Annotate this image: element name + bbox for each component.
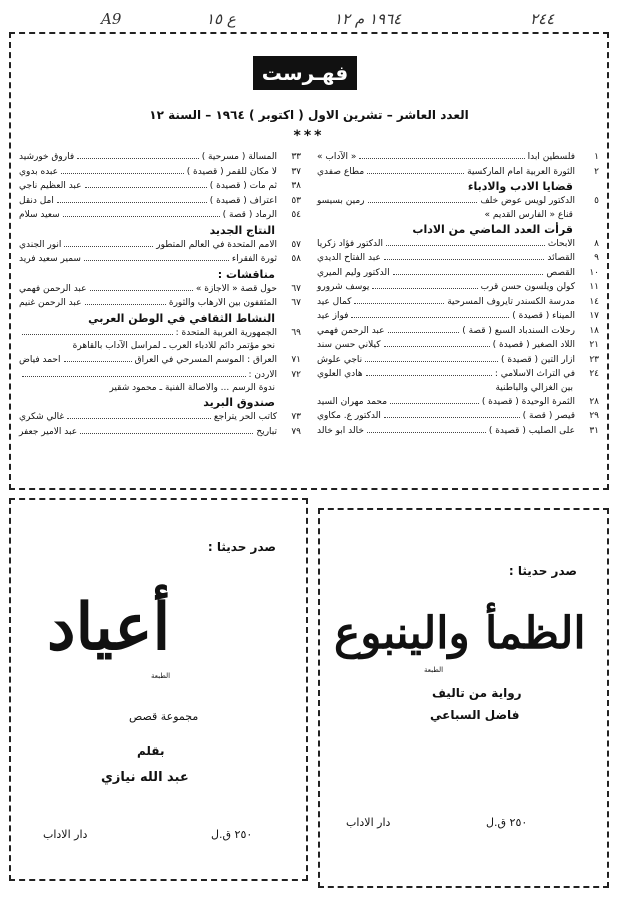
edition-tag: الطبعة: [151, 672, 171, 680]
page-number: ٦٩: [291, 327, 301, 338]
entry-author: محمد مهران السيد: [317, 396, 388, 407]
leader-dots: [367, 165, 464, 174]
advert-ayad: [9, 498, 308, 881]
page-number: ٢٤: [589, 369, 599, 379]
handwritten-note-b: ع ١٥: [206, 10, 236, 28]
toc-column-left: [19, 150, 301, 439]
leader-dots: [90, 282, 193, 291]
leader-dots: [384, 409, 520, 418]
entry-author: الدكتور ع. مكاوي: [317, 411, 381, 421]
toc-entry: [19, 410, 301, 425]
page-number: ٢٩: [589, 411, 599, 421]
page-number: ٣٣: [291, 152, 301, 162]
toc-entry: [19, 194, 301, 209]
toc-entry: [317, 150, 599, 165]
page-number: ٣١: [589, 425, 599, 436]
entry-author: عبد العظيم ناجي: [19, 181, 82, 191]
published-label: صدر حديثا :: [508, 564, 577, 578]
entry-author: كمال عيد: [317, 296, 352, 307]
entry-author: كيلاني حسن سند: [317, 340, 381, 350]
leader-dots: [384, 338, 490, 347]
toc-entry: [19, 326, 301, 341]
entry-title: الثورة العربية امام الماركسية: [467, 166, 575, 177]
entry-author: غالي شكري: [19, 412, 65, 422]
toc-entry: [317, 280, 599, 295]
entry-title: الابحاث: [547, 238, 575, 249]
page-number: ٥٣: [291, 195, 301, 206]
entry-subtitle: ندوة الرسم ... والاصالة الفنية ـ محمود شقير: [109, 383, 275, 393]
leader-dots: [63, 208, 220, 217]
toc-entry: [19, 353, 301, 368]
page-number: ٥٨: [291, 254, 301, 264]
page-number: ٧١: [291, 355, 301, 365]
publisher: دار الاداب: [346, 816, 391, 829]
published-label: صدر حديثا :: [207, 540, 276, 554]
entry-title: الميناء ( قصيدة ): [512, 311, 575, 321]
page-number: ٥٤: [291, 210, 301, 220]
entry-author: « الآداب »: [317, 152, 357, 162]
entry-subtitle: قناع « الفارس القديم »: [484, 209, 573, 220]
issue-line: العدد العاشر – تشرين الاول ( اكتوبر ) ١٩٦٤ – السنة ١٢: [149, 108, 469, 122]
page-number: ٣٧: [291, 166, 301, 177]
page-number: ١٠: [589, 267, 599, 278]
toc-entry: [317, 424, 599, 439]
page-number: ١١: [589, 282, 599, 292]
entry-author: انور الجندي: [19, 239, 62, 250]
entry-title: تباريح: [256, 426, 277, 437]
toc-entry: [19, 252, 301, 267]
entry-title: رحلات السندباد السبع ( قصة ): [462, 325, 575, 336]
leader-dots: [351, 309, 509, 318]
page-number: ١٤: [589, 296, 599, 307]
leader-dots: [384, 251, 545, 260]
entry-title: الدكتور لويس عوض خلف: [480, 196, 575, 206]
entry-author: عبد الفتاح الديدي: [317, 253, 381, 263]
page-number: ٧٢: [291, 369, 301, 380]
leader-dots: [366, 367, 492, 376]
toc-entry: [317, 409, 599, 424]
entry-title: كولن ويلسون حسن قرب: [480, 282, 575, 292]
price: ٢٥٠ ق.ل: [211, 828, 253, 841]
toc-entry: [317, 194, 599, 209]
entry-author: الدكتور فؤاد زكريا: [317, 238, 383, 249]
toc-entry: [317, 324, 599, 339]
leader-dots: [57, 194, 207, 203]
toc-entry: [317, 395, 599, 410]
toc-entry: [19, 425, 301, 440]
handwritten-note-d: ٢٤٤: [530, 10, 555, 28]
leader-dots: [84, 252, 229, 261]
entry-title: حول قصة « الاجازة »: [195, 283, 277, 294]
section-heading: النتاج الجديد: [209, 223, 275, 237]
page-number: ١٨: [589, 325, 599, 336]
page-number: ٢: [594, 166, 599, 177]
book-title: الظمأ والينبوع: [334, 608, 586, 659]
publisher: دار الاداب: [43, 828, 88, 841]
book-title: أعياد: [47, 590, 171, 665]
leader-dots: [365, 353, 498, 362]
entry-title: لا مكان للقمر ( قصيدة ): [186, 166, 277, 177]
entry-author: هادي العلوي: [317, 369, 363, 379]
page-number: ٩: [594, 253, 599, 263]
page-number: ٢٨: [589, 396, 599, 407]
entry-title: العراق : الموسم المسرحي في العراق: [134, 355, 277, 365]
entry-title: مدرسة الكسندر تايروف المسرحية: [447, 296, 575, 307]
book-line: رواية من تاليف: [432, 686, 522, 700]
leader-dots: [85, 296, 166, 305]
entry-title: الجمهورية العربية المتحدة :: [175, 327, 277, 338]
entry-author: فواز عيد: [317, 311, 349, 321]
entry-author: عبد الرحمن فهمي: [19, 283, 87, 294]
entry-title: على الصليب ( قصيدة ): [488, 425, 575, 436]
entry-title: كاتب الحر يتراجع: [213, 412, 277, 422]
entry-title: قيصر ( قصة ): [522, 411, 575, 421]
entry-subtitle: بين الغزالي والباطنية: [495, 382, 573, 393]
leader-dots: [390, 395, 479, 404]
leader-dots: [22, 326, 173, 335]
section-heading: قرأت العدد الماضي من الاداب: [412, 222, 573, 236]
entry-subtitle: نحو مؤتمر دائم للادباء العرب ـ لمراسل الآداب بالقاهرة: [72, 341, 275, 351]
toc-entry: [19, 296, 301, 311]
entry-author: عبد الرحمن غنيم: [19, 298, 82, 308]
toc-entry: [317, 338, 599, 353]
toc-entry: [19, 165, 301, 180]
entry-title: القصص: [546, 267, 575, 278]
entry-author: سمير سعيد فريد: [19, 254, 81, 264]
entry-author: يوسف شرورو: [317, 282, 370, 292]
page-number: ٨: [594, 238, 599, 249]
entry-author: سعيد سلام: [19, 210, 60, 220]
toc-entry: [19, 368, 301, 383]
toc-entry: [317, 266, 599, 281]
page-number: ٣٨: [291, 181, 301, 191]
leader-dots: [388, 324, 460, 333]
entry-author: رمين بسيسو: [317, 196, 365, 206]
page-number: ٢١: [589, 340, 599, 350]
toc-entry: [19, 238, 301, 253]
price: ٢٥٠ ق.ل: [486, 816, 528, 829]
by-label: بقلم: [137, 744, 165, 758]
table-of-contents: [9, 32, 609, 490]
page-number: ٧٩: [291, 426, 301, 437]
handwritten-note-c: ١٩٦٤ م ١٢: [334, 10, 402, 28]
entry-author: عبده بدوي: [19, 166, 59, 177]
leader-dots: [64, 238, 153, 247]
leader-dots: [67, 410, 211, 419]
entry-author: احمد فياض: [19, 355, 61, 365]
advert-thirst-and-spring: [318, 508, 609, 888]
leader-dots: [372, 280, 477, 289]
toc-entry: [317, 251, 599, 266]
entry-author: خالد ابو خالد: [317, 425, 364, 436]
entry-title: اللاد الصغير ( قصيدة ): [492, 340, 575, 350]
entry-author: عبد الرحمن فهمي: [317, 325, 385, 336]
entry-title: فلسطين ابدا: [527, 152, 575, 162]
page-number: ٢٣: [589, 354, 599, 365]
toc-entry: [19, 208, 301, 223]
entry-author: ناجي علوش: [317, 354, 363, 365]
leader-dots: [80, 425, 253, 434]
entry-author: فاروق خورشيد: [19, 152, 75, 162]
entry-title: ثم مات ( قصيدة ): [209, 181, 277, 191]
entry-author: عبد الامير جعفر: [19, 426, 78, 437]
handwritten-note-a: A9: [101, 10, 122, 28]
toc-title: فهـرست: [253, 56, 357, 90]
page-number: ٧٣: [291, 412, 301, 422]
toc-entry: [19, 179, 301, 194]
leader-dots: [77, 150, 199, 159]
toc-entry: [317, 309, 599, 324]
entry-title: القصائد: [547, 253, 575, 263]
leader-dots: [368, 194, 478, 203]
entry-title: الامم المتحدة في العالم المتطور: [156, 239, 277, 250]
toc-entry: [19, 150, 301, 165]
leader-dots: [354, 295, 444, 304]
book-author: فاضل السباعي: [430, 708, 520, 722]
leader-dots: [393, 266, 544, 275]
leader-dots: [64, 353, 132, 362]
leader-dots: [85, 179, 207, 188]
toc-entry: [19, 282, 301, 297]
edition-tag: الطبعة: [424, 666, 444, 674]
toc-entry: [317, 367, 599, 382]
entry-title: في التراث الاسلامي :: [494, 369, 575, 379]
leader-dots: [367, 424, 486, 433]
entry-title: المثقفون بين الارهاب والثورة: [168, 298, 277, 308]
toc-entry: [317, 353, 599, 368]
section-heading: النشاط الثقافي في الوطن العربي: [88, 311, 275, 325]
leader-dots: [22, 368, 246, 377]
page-number: ١: [594, 152, 599, 162]
page-number: ٥: [594, 196, 599, 206]
leader-dots: [359, 150, 524, 159]
entry-title: الاردن :: [248, 369, 277, 380]
book-subtitle: مجموعة قصص: [129, 710, 199, 723]
section-heading: قضايا الادب والادباء: [467, 180, 573, 193]
entry-author: مطاع صفدي: [317, 166, 365, 177]
entry-title: الثمرة الوحيدة ( قصيدة ): [481, 396, 575, 407]
toc-entry: [317, 295, 599, 310]
entry-author: الدكتور وليم الميري: [317, 267, 390, 278]
page-number: ٦٧: [291, 283, 301, 294]
leader-dots: [61, 165, 184, 174]
entry-author: امل دنقل: [19, 195, 54, 206]
toc-entry: [317, 237, 599, 252]
entry-title: ثورة الفقراء: [231, 254, 277, 264]
page-number: ١٧: [589, 311, 599, 321]
toc-column-right: [317, 150, 599, 438]
entry-title: ازار التين ( قصيدة ): [501, 354, 575, 365]
stars-divider: ***: [293, 128, 325, 144]
section-heading: مناقشات :: [217, 267, 275, 281]
toc-entry: [317, 165, 599, 180]
section-heading: صندوق البريد: [203, 396, 275, 409]
book-author: عبد الله نيازي: [101, 770, 189, 785]
page-number: ٥٧: [291, 239, 301, 250]
page-number: ٦٧: [291, 298, 301, 308]
entry-title: اعتراف ( قصيدة ): [209, 195, 277, 206]
leader-dots: [386, 237, 545, 246]
entry-title: الرماد ( قصة ): [222, 210, 277, 220]
entry-title: المسالة ( مسرحية ): [201, 152, 277, 162]
